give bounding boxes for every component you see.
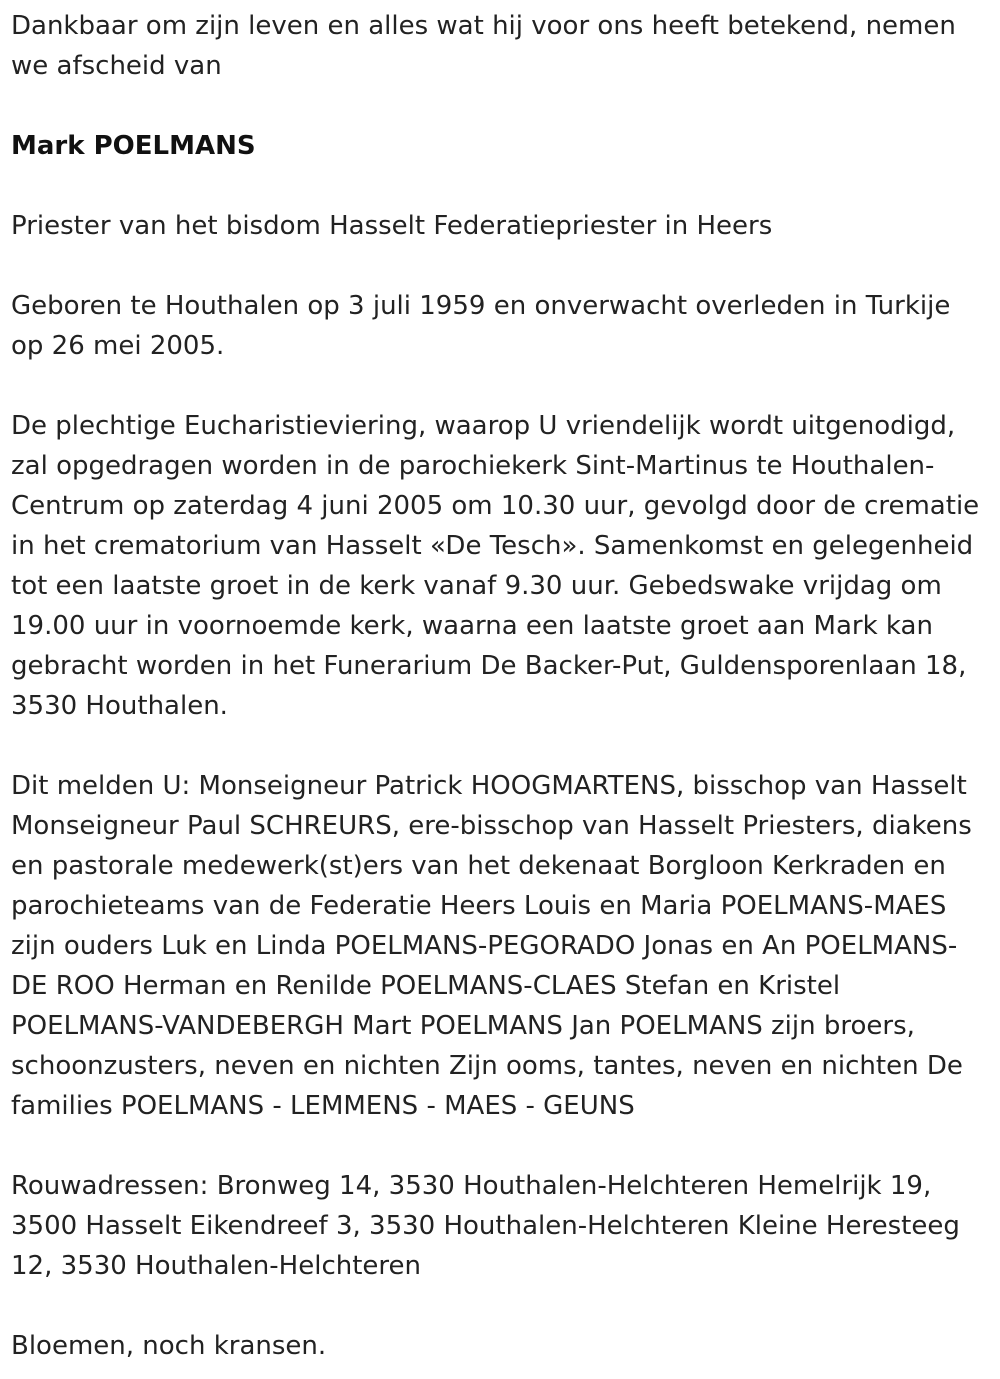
deceased-name: Mark POELMANS [11, 131, 256, 161]
birth-death-paragraph: Geboren te Houthalen op 3 juli 1959 en onverwacht overleden in Turkije op 26 mei 2005. [11, 291, 951, 361]
announced-by-paragraph: Dit melden U: Monseigneur Patrick HOOGMARTENS, bisschop van Hasselt Monseigneur Paul SCHREURS, ere-bisschop van Hasselt Priesters, diakens en pastorale medewerk(st)ers van het dekenaat Borgloon Kerkraden en parochieteams van de Federatie Heers Louis en Maria POELMANS-MAES zijn ouders Luk en Linda POELMANS-PEGORADO Jonas en An POELMANS-DE ROO Herman en Renilde POELMANS-CLAES Stefan en Kristel POELMANS-VANDEBERGH Mart POELMANS Jan POELMANS zijn broers, schoonzusters, neven en nichten Zijn ooms, tantes, neven en nichten De families POELMANS - LEMMENS - MAES - GEUNS [11, 771, 972, 1121]
ceremony-paragraph: De plechtige Eucharistieviering, waarop U vriendelijk wordt uitgenodigd, zal opgedragen worden in de parochiekerk Sint-Martinus te Houthalen-Centrum op zaterdag 4 juni 2005 om 10.30 uur, gevolgd door de crematie in het crematorium van Hasselt «De Tesch». Samenkomst en gelegenheid tot een laatste groet in de kerk vanaf 9.30 uur. Gebedswake vrijdag om 19.00 uur in voornoemde kerk, waarna een laatste groet aan Mark kan gebracht worden in het Funerarium De Backer-Put, Guldensporenlaan 18, 3530 Houthalen. [11, 411, 980, 721]
flowers-paragraph: Bloemen, noch kransen. [11, 1331, 327, 1361]
addresses-paragraph: Rouwadressen: Bronweg 14, 3530 Houthalen-Helchteren Hemelrijk 19, 3500 Hasselt Eikendreef 3, 3530 Houthalen-Helchteren Kleine Heresteeg 12, 3530 Houthalen-Helchteren [11, 1171, 960, 1281]
intro-paragraph: Dankbaar om zijn leven en alles wat hij voor ons heeft betekend, nemen we afscheid van [11, 11, 956, 81]
function-paragraph: Priester van het bisdom Hasselt Federatiepriester in Heers [11, 211, 773, 241]
